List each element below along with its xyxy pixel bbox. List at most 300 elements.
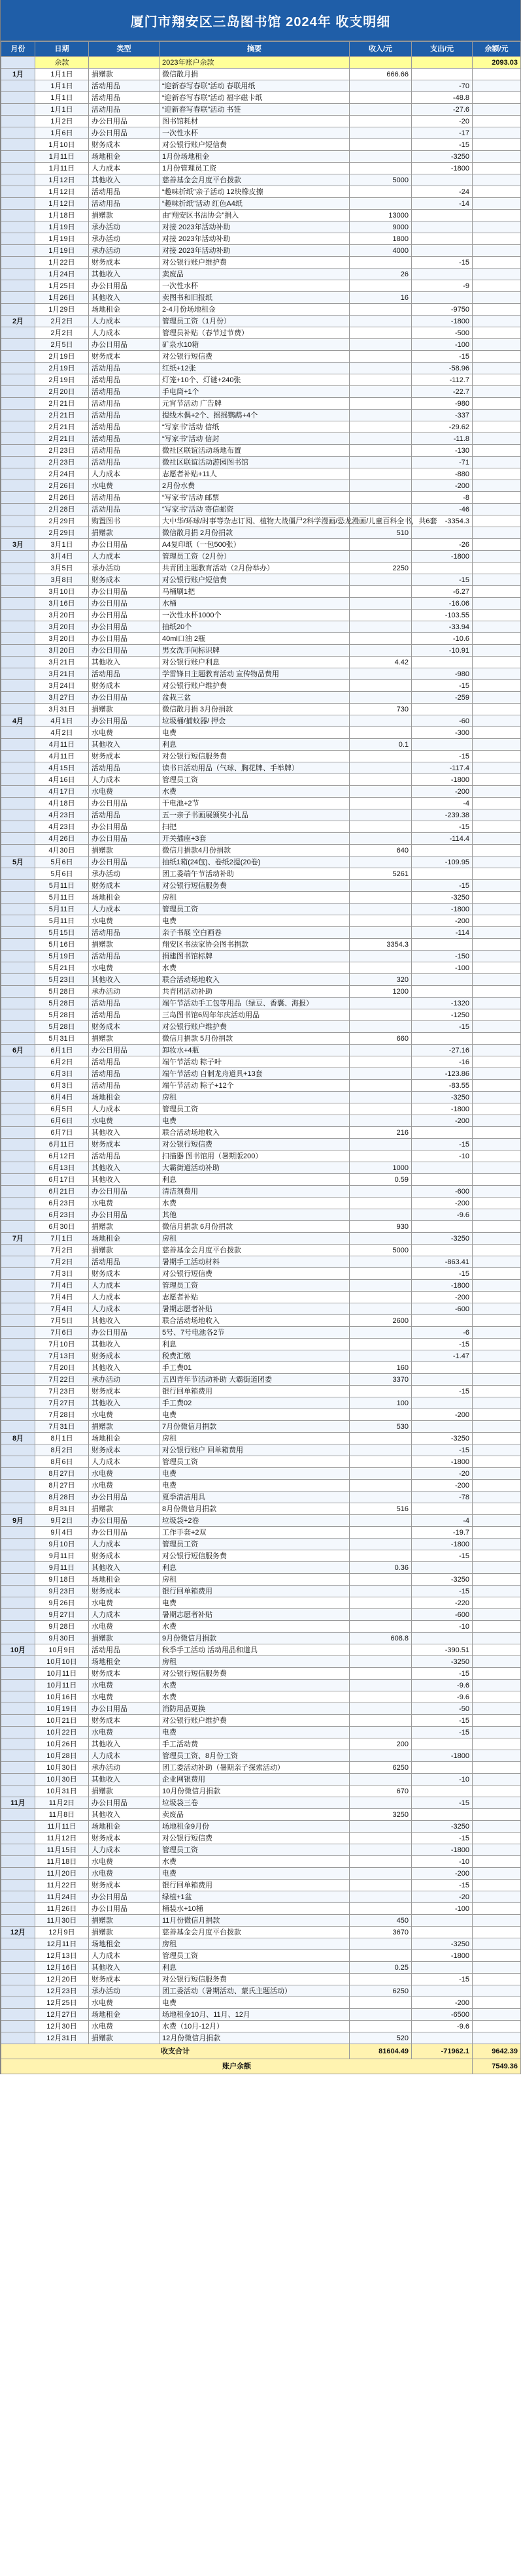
row-expense [412,1397,473,1409]
row-summary: 银行回单箱费用 [160,1880,350,1891]
row-income [350,1268,412,1280]
ledger-row [1,1456,521,1468]
row-type: 活动用品 [89,1256,160,1268]
row-balance [473,1891,521,1903]
row-month [1,457,35,468]
row-summary: “写家书”活动 信纸 [160,421,350,433]
row-summary: 管理员工资 [160,1280,350,1292]
row-income [350,880,412,892]
row-income [350,1880,412,1891]
ledger-row [1,1962,521,1974]
row-balance [473,680,521,692]
row-month [1,927,35,939]
ledger-row [1,116,521,127]
row-income [350,1715,412,1727]
row-month [1,1221,35,1233]
row-summary: 房租 [160,1433,350,1444]
ledger-row [1,786,521,798]
row-income [350,962,412,974]
row-type: 购置图书 [89,515,160,527]
row-income [350,1868,412,1880]
row-date: 7月27日 [35,1397,89,1409]
row-balance [473,1103,521,1115]
row-month [1,1209,35,1221]
row-type: 活动用品 [89,198,160,210]
row-date: 1月12日 [35,186,89,198]
row-summary: 对公银行账户维护费 [160,1715,350,1727]
ledger-row [1,1386,521,1397]
row-summary: 银行回单箱费用 [160,1386,350,1397]
row-month [1,1186,35,1198]
row-balance [473,198,521,210]
row-date: 8月27日 [35,1480,89,1492]
row-income [350,1668,412,1680]
ledger-row [1,92,521,104]
row-income [350,1574,412,1586]
row-summary: 9月份微信月捐款 [160,1633,350,1644]
row-date: 1月12日 [35,174,89,186]
ledger-row [1,151,521,163]
row-type: 活动用品 [89,1080,160,1092]
row-balance [473,1374,521,1386]
ledger-row [1,1421,521,1433]
row-summary: 卖图书和旧报纸 [160,292,350,304]
row-expense [412,69,473,80]
row-balance [473,1397,521,1409]
row-income [350,1938,412,1950]
row-date: 12月11日 [35,1938,89,1950]
row-date: 6月6日 [35,1115,89,1127]
row-balance [473,1539,521,1550]
row-type: 财务成本 [89,1350,160,1362]
row-month: 10月 [1,1644,35,1656]
row-summary: 税费汇缴 [160,1350,350,1362]
row-month [1,433,35,445]
ledger-row [1,351,521,363]
row-summary: A4复印纸（一包500张） [160,539,350,551]
row-income [350,586,412,598]
row-month [1,915,35,927]
ledger-row [1,1174,521,1186]
row-expense [412,1915,473,1927]
row-summary: 端午节活动手工包等用品（绿豆、香囊、海报） [160,998,350,1009]
row-summary: 银行回单箱费用 [160,1586,350,1597]
row-expense: -11.8 [412,433,473,445]
row-income [350,1021,412,1033]
row-month [1,668,35,680]
row-summary: 手工活动费 [160,1738,350,1750]
row-month [1,1468,35,1480]
row-month [1,398,35,410]
row-summary: 场地租金10月、11月、12月 [160,2009,350,2021]
ledger-row [1,1715,521,1727]
row-summary: 电费 [160,1480,350,1492]
row-date: 1月2日 [35,116,89,127]
row-expense [412,986,473,998]
row-expense: -112.7 [412,374,473,386]
row-month [1,1938,35,1950]
ledger-row [1,1644,521,1656]
row-expense [412,974,473,986]
row-expense: -3250 [412,1938,473,1950]
row-date: 2月29日 [35,515,89,527]
row-date: 3月20日 [35,610,89,621]
row-summary: 利息 [160,739,350,751]
row-date: 7月28日 [35,1409,89,1421]
row-date: 5月6日 [35,856,89,868]
row-date: 9月18日 [35,1574,89,1586]
row-balance [473,856,521,868]
row-income [350,809,412,821]
row-expense [412,1221,473,1233]
row-date: 3月8日 [35,574,89,586]
ledger-row [1,798,521,809]
row-date: 12月20日 [35,1974,89,1985]
row-income [350,927,412,939]
row-expense: -103.55 [412,610,473,621]
ledger-row [1,962,521,974]
ledger-row [1,1844,521,1856]
row-summary: 利息 [160,1962,350,1974]
ledger-row [1,1586,521,1597]
row-date: 6月13日 [35,1162,89,1174]
row-summary: 对公银行账户维护费 [160,257,350,269]
row-summary: 水费 [160,1680,350,1691]
row-type: 捐赠款 [89,1421,160,1433]
ledger-row [1,386,521,398]
row-income: 26 [350,269,412,280]
row-date: 10月28日 [35,1750,89,1762]
row-type: 财务成本 [89,351,160,363]
row-date: 11月2日 [35,1797,89,1809]
row-balance [473,1750,521,1762]
row-month [1,1256,35,1268]
row-month [1,1386,35,1397]
row-expense [412,1245,473,1256]
header-type: 类型 [89,42,160,57]
row-balance [473,1915,521,1927]
ledger-row [1,457,521,468]
row-date: 2月5日 [35,339,89,351]
remaining-label: 账户余额 [1,2059,473,2074]
row-expense: -3250 [412,892,473,904]
row-balance [473,1656,521,1668]
row-date: 6月7日 [35,1127,89,1139]
row-month [1,1974,35,1985]
ledger-row [1,1186,521,1198]
row-date: 5月19日 [35,951,89,962]
row-summary: 卖废品 [160,1809,350,1821]
row-summary: “趣味折纸”亲子活动 12块橡皮擦 [160,186,350,198]
ledger-row [1,1915,521,1927]
row-expense: -15 [412,351,473,363]
row-date: 2月19日 [35,374,89,386]
row-month [1,1327,35,1339]
ledger-row [1,1750,521,1762]
row-balance [473,480,521,492]
row-balance [473,762,521,774]
row-balance [473,1833,521,1844]
row-summary: 手工费01 [160,1362,350,1374]
row-date: 11月30日 [35,1915,89,1927]
row-expense: -15 [412,1880,473,1891]
row-expense [412,1503,473,1515]
row-date: 6月4日 [35,1092,89,1103]
row-balance [473,704,521,715]
ledger-row [1,104,521,116]
row-summary: 房租 [160,1656,350,1668]
row-expense: -29.62 [412,421,473,433]
row-date: 5月15日 [35,927,89,939]
row-month [1,974,35,986]
row-month [1,880,35,892]
row-balance [473,798,521,809]
row-date: 2月21日 [35,433,89,445]
ledger-row [1,1656,521,1668]
row-type: 办公日用品 [89,1045,160,1056]
row-date: 3月21日 [35,668,89,680]
ledger-row [1,327,521,339]
row-type: 承办活动 [89,986,160,998]
ledger-row [1,316,521,327]
row-expense: -239.38 [412,809,473,821]
row-date: 2月21日 [35,398,89,410]
row-date: 8月1日 [35,1433,89,1444]
row-expense: -980 [412,668,473,680]
row-expense [412,1762,473,1774]
row-summary: 图书馆耗材 [160,116,350,127]
row-balance [473,1127,521,1139]
row-month [1,410,35,421]
row-month [1,1162,35,1174]
row-expense: -4 [412,798,473,809]
row-type: 其他收入 [89,292,160,304]
row-type: 人力成本 [89,1280,160,1292]
row-date: 2月19日 [35,363,89,374]
row-month [1,174,35,186]
row-type: 其他收入 [89,174,160,186]
row-income [350,1198,412,1209]
ledger-row [1,1444,521,1456]
row-expense [412,739,473,751]
ledger-row [1,856,521,868]
row-income [350,1691,412,1703]
row-income [350,1833,412,1844]
ledger-row [1,1974,521,1985]
row-month [1,1539,35,1550]
row-month [1,1350,35,1362]
row-month [1,327,35,339]
row-type: 财务成本 [89,751,160,762]
row-income [350,1303,412,1315]
row-month [1,762,35,774]
row-date: 7月2日 [35,1256,89,1268]
row-date: 2月21日 [35,421,89,433]
row-date: 3月1日 [35,539,89,551]
row-balance [473,1503,521,1515]
row-summary: 亲子书展 空白画卷 [160,927,350,939]
row-expense: -15 [412,821,473,833]
row-expense [412,657,473,668]
row-type: 水电费 [89,1997,160,2009]
ledger-row [1,1092,521,1103]
ledger-row [1,1150,521,1162]
ledger-row [1,139,521,151]
row-type: 财务成本 [89,139,160,151]
row-type: 人力成本 [89,327,160,339]
row-balance [473,1927,521,1938]
row-type: 财务成本 [89,1668,160,1680]
row-month [1,104,35,116]
row-summary: 对公银行短信服务费 [160,1550,350,1562]
row-income [350,280,412,292]
row-summary: 红纸+12张 [160,363,350,374]
remaining-row [1,2059,521,2074]
row-balance [473,221,521,233]
ledger-row [1,1268,521,1280]
row-balance [473,657,521,668]
row-summary: 扫把 [160,821,350,833]
ledger-row [1,1950,521,1962]
ledger-row [1,127,521,139]
row-expense: -200 [412,915,473,927]
row-income [350,1092,412,1103]
row-balance [473,939,521,951]
row-summary: 团工委活动（暑期活动、蒙氏主题活动） [160,1985,350,1997]
row-summary: 管理员补贴（春节过节费） [160,327,350,339]
row-expense: -70 [412,80,473,92]
row-date: 2月29日 [35,527,89,539]
row-balance [473,1985,521,1997]
row-date: 5月16日 [35,939,89,951]
row-expense: -83.55 [412,1080,473,1092]
row-income [350,1774,412,1785]
row-expense: -15 [412,1727,473,1738]
ledger-row [1,727,521,739]
ledger-row [1,704,521,715]
row-type: 水电费 [89,962,160,974]
row-expense: -1800 [412,774,473,786]
row-date: 7月6日 [35,1327,89,1339]
row-summary: 水费 [160,1621,350,1633]
row-date: 7月2日 [35,1245,89,1256]
row-income: 5000 [350,1245,412,1256]
row-month [1,1080,35,1092]
row-expense: -1800 [412,1280,473,1292]
row-expense: -3250 [412,151,473,163]
row-balance [473,715,521,727]
row-summary: 抽纸20个 [160,621,350,633]
row-expense: -15 [412,1715,473,1727]
row-income [350,645,412,657]
row-income [350,468,412,480]
row-month [1,1198,35,1209]
row-type: 其他收入 [89,1174,160,1186]
row-type: 活动用品 [89,421,160,433]
row-type: 办公日用品 [89,116,160,127]
row-date: 12月27日 [35,2009,89,2021]
row-type: 办公日用品 [89,586,160,598]
row-income: 200 [350,1738,412,1750]
row-summary: 水费 [160,1691,350,1703]
row-income [350,1527,412,1539]
row-type: 活动用品 [89,186,160,198]
row-type: 办公日用品 [89,1492,160,1503]
row-type: 人力成本 [89,1456,160,1468]
row-summary: 房租 [160,1938,350,1950]
row-balance [473,1409,521,1421]
row-month [1,633,35,645]
row-income: 1000 [350,1162,412,1174]
row-income [350,833,412,845]
row-income [350,727,412,739]
row-type: 其他收入 [89,1162,160,1174]
row-type: 水电费 [89,480,160,492]
row-expense: -33.94 [412,621,473,633]
row-type: 活动用品 [89,1644,160,1656]
row-summary: 大中华/环球/时事等杂志订阅、植物大战僵尸2科学漫画/恐龙漫画/儿童百科全书，共6套 [160,515,350,527]
row-date: 1月22日 [35,257,89,269]
row-month [1,2009,35,2021]
row-balance [473,1139,521,1150]
row-month [1,786,35,798]
row-balance [473,915,521,927]
row-income [350,504,412,515]
ledger-row [1,668,521,680]
row-expense: -200 [412,1997,473,2009]
row-income: 640 [350,845,412,856]
row-expense [412,245,473,257]
row-date: 10月10日 [35,1656,89,1668]
row-expense: -200 [412,1868,473,1880]
row-summary: 电费 [160,915,350,927]
row-summary: 干电池+2节 [160,798,350,809]
row-month [1,151,35,163]
row-balance [473,421,521,433]
row-summary: 电费 [160,1597,350,1609]
row-date: 2月26日 [35,492,89,504]
ledger-row [1,1127,521,1139]
row-balance [473,892,521,904]
ledger-row [1,1880,521,1891]
row-balance [473,304,521,316]
row-month [1,821,35,833]
row-expense: -22.7 [412,386,473,398]
row-month [1,1950,35,1962]
row-expense: -15 [412,751,473,762]
row-type: 办公日用品 [89,633,160,645]
row-date: 3月21日 [35,657,89,668]
row-income [350,1386,412,1397]
row-date: 7月31日 [35,1421,89,1433]
row-balance [473,974,521,986]
row-expense [412,868,473,880]
row-income: 670 [350,1785,412,1797]
row-income [350,1009,412,1021]
row-balance [473,927,521,939]
row-summary: 五四青年节活动补助 大霸街道团委 [160,1374,350,1386]
row-balance [473,539,521,551]
row-type: 办公日用品 [89,715,160,727]
row-date: 7月23日 [35,1386,89,1397]
row-expense [412,1374,473,1386]
row-income [350,163,412,174]
ledger-row [1,1633,521,1644]
row-balance [473,116,521,127]
row-income [350,1080,412,1092]
row-balance [473,492,521,504]
row-summary: 慈善基金会月度平台拨款 [160,1927,350,1938]
